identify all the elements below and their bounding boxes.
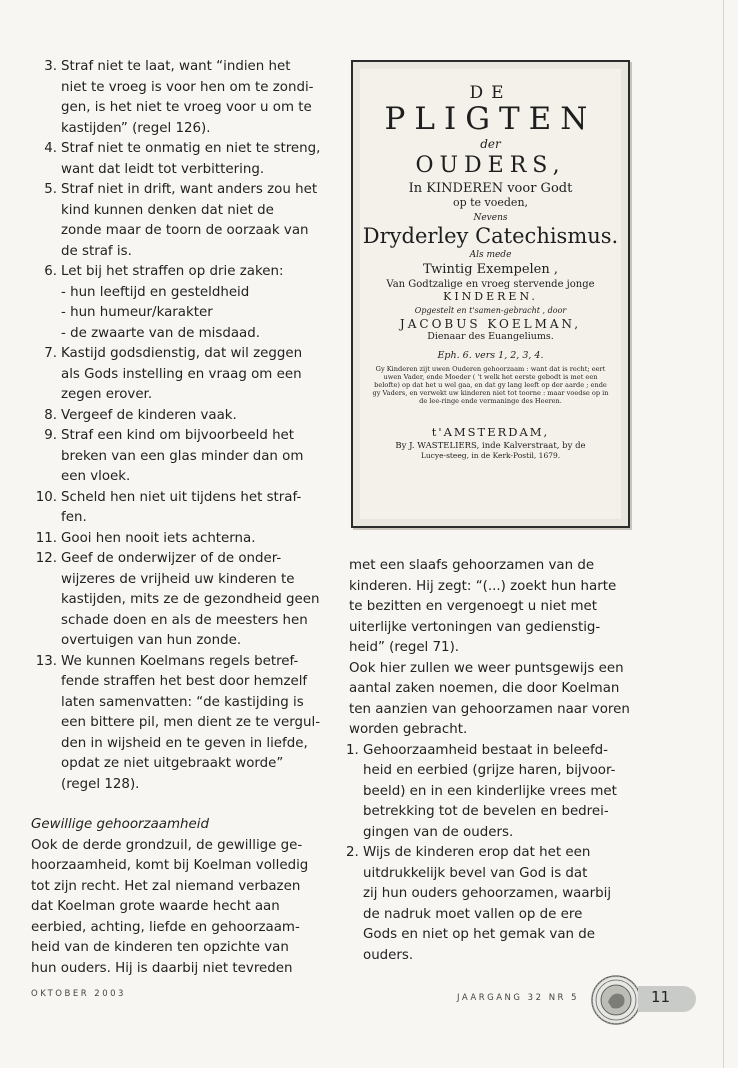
rule-number: 10. — [35, 489, 57, 505]
body-line: hun ouders. Hij is daarbij niet tevreden — [31, 960, 293, 976]
obedience-item — [346, 843, 654, 966]
rule-line: Gooi hen nooit iets achterna. — [61, 530, 256, 546]
right-column — [346, 556, 654, 966]
plate-line: Opgestelt en t'samen-gebracht , door — [414, 306, 567, 315]
title-page-inner — [360, 69, 621, 519]
rule-line: - hun humeur/karakter — [61, 305, 213, 320]
plate-line: Lucye-steeg, in de Kerk-Postil, 1679. — [420, 451, 561, 460]
rule-line: Scheld hen niet uit tijdens het straf- — [61, 489, 302, 505]
rule-line: een vloek. — [61, 469, 131, 484]
obedience-line: gingen van de ouders. — [363, 824, 514, 840]
rule-line: breken van een glas minder dan om — [61, 448, 304, 464]
para-line: heid” (regel 71). — [349, 640, 460, 655]
para-line: met een slaafs gehoorzamen van de — [349, 558, 595, 573]
rule-number: 9. — [44, 428, 57, 443]
footer-issue: JAARGANG 32 NR 5 — [457, 993, 580, 1003]
rule-number: 6. — [44, 264, 57, 279]
rule-number: 12. — [35, 551, 57, 566]
plate-title: PLIGTEN — [384, 101, 597, 137]
plate-line: KINDEREN. — [443, 290, 538, 303]
rule-line: wijzeres de vrijheid uw kinderen te — [61, 571, 295, 587]
plate-line: Nevens — [473, 213, 508, 223]
rule-line: niet te vroeg is voor hen om te zondi- — [61, 79, 314, 95]
rule-line: Geef de onderwijzer of de onder- — [61, 551, 282, 566]
rule-line: - de zwaarte van de misdaad. — [61, 325, 261, 341]
obedience-line: uitdrukkelijk bevel van God is dat — [363, 865, 588, 881]
rule-line: Straf niet in drift, want anders zou het — [61, 182, 318, 197]
para-line: aantal zaken noemen, die door Koelman — [349, 681, 620, 696]
rule-line: Straf niet te laat, want “indien het — [61, 59, 291, 74]
paragraph-quote — [349, 556, 654, 659]
rule-line: Let bij het straffen op drie zaken: — [61, 264, 284, 279]
plate-line: der — [480, 137, 501, 151]
rule-line: Vergeef de kinderen vaak. — [61, 407, 237, 423]
plate-line: Dienaar des Euangeliums. — [427, 331, 554, 342]
rule-line: - hun leeftijd en gesteldheid — [61, 284, 250, 300]
section-heading: Gewillige gehoorzaamheid — [31, 817, 209, 832]
obedience-line: beeld) en in een kinderlijke vrees met — [363, 783, 617, 799]
rule-item — [31, 57, 334, 139]
rule-line: overtuigen van hun zonde. — [61, 633, 242, 648]
rule-line: Straf niet te onmatig en niet te streng, — [61, 141, 321, 156]
rule-line: gen, is het niet te vroeg voor u om te — [61, 100, 312, 115]
section-body — [31, 836, 334, 980]
page-edge-line — [723, 0, 724, 1068]
rule-line: Straf een kind om bijvoorbeeld het — [61, 428, 295, 443]
page-number: 11 — [651, 988, 671, 1006]
body-line: heid van de kinderen ten opzichte van — [31, 940, 289, 955]
rule-item — [31, 262, 334, 344]
left-column — [31, 57, 334, 979]
rule-item — [31, 652, 334, 796]
rule-item — [31, 344, 334, 406]
plate-line: In KINDEREN voor Godt — [408, 181, 573, 196]
rule-line: een bittere pil, men dient ze te vergul- — [61, 715, 321, 730]
rule-line: We kunnen Koelmans regels betref- — [61, 653, 299, 669]
body-line: dat Koelman grote waarde hecht aan — [31, 899, 280, 914]
para-line: worden gebracht. — [349, 722, 468, 737]
rule-number: 7. — [44, 346, 57, 361]
rule-line: kastijden” (regel 126). — [61, 120, 211, 136]
rule-line: fen. — [61, 510, 87, 525]
obedience-line: Gods en niet op het gemak van de — [363, 927, 596, 942]
rule-line: zegen erover. — [61, 387, 153, 402]
plate-verse-ref: Eph. 6. vers 1, 2, 3, 4. — [437, 350, 544, 361]
rule-line: kind kunnen denken dat niet de — [61, 202, 274, 218]
rule-line: den in wijsheid en te geven in liefde, — [61, 735, 308, 751]
plate-line: op te voeden, — [452, 196, 529, 209]
para-line: Ook hier zullen we weer puntsgewijs een — [349, 660, 624, 676]
body-line: hoorzaamheid, komt bij Koelman volledig — [31, 858, 309, 873]
rule-line: zonde maar de toorn de oorzaak van — [61, 223, 309, 238]
punishment-rules-list — [31, 57, 334, 795]
title-page-plate — [351, 60, 630, 528]
rule-item — [31, 406, 334, 427]
rule-number: 5. — [44, 182, 57, 197]
rule-line: laten samenvatten: “de kastijding is — [61, 694, 304, 710]
rule-line: (regel 128). — [61, 776, 140, 792]
rule-line: fende straffen het best door hemzelf — [61, 674, 308, 689]
rule-number: 4. — [44, 141, 57, 156]
rule-line: want dat leidt tot verbittering. — [61, 161, 265, 177]
rule-number: 8. — [44, 407, 57, 423]
plate-title-2: OUDERS, — [415, 153, 566, 178]
footer-date: OKTOBER 2003 — [31, 989, 126, 999]
body-line: Ook de derde grondzuil, de gewillige ge- — [31, 837, 303, 853]
body-line: tot zijn recht. Het zal niemand verbazen — [31, 878, 301, 894]
plate-line: Als mede — [469, 250, 512, 260]
obedience-line: ouders. — [363, 947, 414, 963]
rule-item — [31, 139, 334, 180]
obedience-line: zij hun ouders gehoorzamen, waarbij — [363, 886, 612, 901]
para-line: te bezitten en vergenoegt u niet met — [349, 599, 598, 614]
obedience-line: heid en eerbied (grijze haren, bijvoor- — [363, 763, 616, 778]
para-line: uiterlijke vertoningen van gedienstig- — [349, 619, 601, 635]
rule-line: opdat ze niet uitgebraakt worde” — [61, 756, 284, 771]
obedience-line: betrekking tot de bevelen en bedrei- — [363, 804, 609, 819]
rule-line: de straf is. — [61, 243, 132, 259]
rule-line: schade doen en als de meesters hen — [61, 612, 308, 628]
paragraph-intro — [349, 659, 654, 741]
obedience-number: 2. — [346, 845, 359, 860]
rule-line: als Gods instelling en vraag om een — [61, 366, 302, 382]
rule-item — [31, 488, 334, 529]
rule-item — [31, 426, 334, 488]
obedience-line: Gehoorzaamheid bestaat in beleefd- — [363, 742, 609, 758]
obedience-number: 1. — [346, 742, 359, 758]
seal-emblem-icon — [590, 974, 642, 1026]
para-line: ten aanzien van gehoorzamen naar voren — [349, 701, 630, 717]
plate-author: JACOBUS KOELMAN, — [399, 317, 582, 331]
rule-number: 3. — [44, 59, 57, 74]
body-line: eerbied, achting, liefde en gehoorzaam- — [31, 919, 300, 935]
rule-number: 13. — [35, 653, 57, 669]
rule-item — [31, 529, 334, 550]
plate-verse-text: Gy Kinderen zijt uwen Ouderen gehoorzaam : want dat is recht; eert uwen Vader, ende Moeder ( 't welk het eerste gebodt is met een belofte) op dat het u wel gaa, en dat gy lang leeft op der aarde ; ende gy Vaders, en verwekt uw kinderen niet tot toorne : maar voedse op in de lee-ringe ende vermaninge des Heeren. — [372, 365, 609, 405]
rule-item — [31, 180, 334, 262]
plate-line: Twintig Exempelen , — [422, 262, 559, 277]
obedience-item — [346, 741, 654, 844]
rule-line: Kastijd godsdienstig, dat wil zeggen — [61, 346, 303, 361]
plate-subtitle: Dryderley Catechismus. — [362, 224, 619, 248]
plate-city: t'AMSTERDAM, — [431, 425, 550, 439]
plate-line: By J. WASTELIERS, inde Kalverstraat, by de — [395, 441, 586, 451]
obedience-line: de nadruk moet vallen op de ere — [363, 906, 583, 922]
rule-line: kastijden, mits ze de gezondheid geen — [61, 592, 320, 607]
rule-number: 11. — [35, 530, 57, 546]
obedience-list — [346, 741, 654, 967]
plate-line: Van Godtzalige en vroeg stervende jonge — [386, 279, 595, 290]
para-line: kinderen. Hij zegt: “(...) zoekt hun harte — [349, 578, 617, 594]
obedience-line: Wijs de kinderen erop dat het een — [363, 845, 591, 860]
plate-line: DE — [469, 83, 512, 103]
rule-item — [31, 549, 334, 652]
